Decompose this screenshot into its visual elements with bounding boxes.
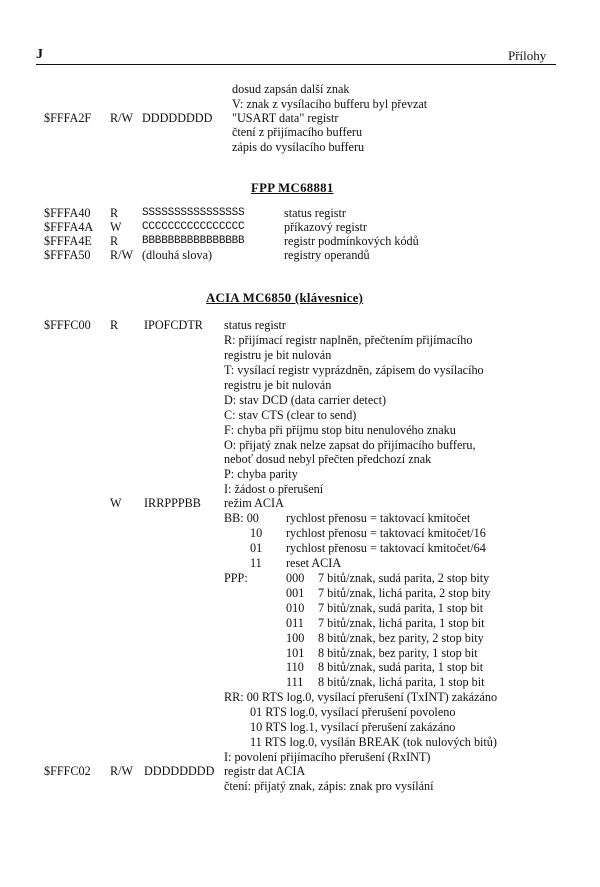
acia-status-line: registru je bit nulován	[224, 378, 332, 392]
acia-status-line: I: žádost o přerušení	[224, 482, 324, 496]
usart-line-2: V: znak z vysílacího bufferu byl převzat	[232, 97, 428, 111]
bb-code: BB: 00	[224, 511, 259, 525]
bb-code: 10	[250, 526, 263, 540]
acia-status-desc: status registr	[224, 318, 286, 332]
appendix-letter: J	[36, 47, 43, 62]
acia-status-line: T: vysílací registr vyprázdněn, zápisem do vysílacího	[224, 363, 484, 377]
ppp-text: 7 bitů/znak, sudá parita, 1 stop bit	[318, 601, 484, 615]
acia-control-rw: W	[110, 496, 122, 510]
acia-status-line: O: přijatý znak nelze zapsat do přijímacího bufferu,	[224, 438, 476, 452]
acia-heading: ACIA MC6850 (klávesnice)	[206, 291, 364, 305]
ppp-code: 111	[286, 675, 304, 689]
fpp-addr: $FFFA4A	[44, 220, 94, 234]
irq-line: I: povolení přijímacího přerušení (RxINT)	[224, 750, 431, 764]
fpp-desc: status registr	[284, 206, 346, 220]
ppp-code: 001	[286, 586, 305, 600]
usart-desc: "USART data" registr	[232, 111, 339, 125]
fpp-desc: registr podmínkových kódů	[284, 234, 419, 248]
acia-status-line: D: stav DCD (data carrier detect)	[224, 393, 387, 407]
rr-line: 01 RTS log.0, vysílací přerušení povoleno	[250, 705, 456, 719]
bb-text: rychlost přenosu = taktovací kmitočet	[286, 511, 471, 525]
acia-status-line: neboť dosud nebyl přečten předchozí znak	[224, 452, 432, 466]
usart-addr: $FFFA2F	[44, 111, 92, 125]
usart-bits: DDDDDDDD	[142, 111, 213, 125]
bb-text: rychlost přenosu = taktovací kmitočet/16	[286, 526, 486, 540]
acia-status-line: registru je bit nulován	[224, 348, 332, 362]
acia-control-desc: režim ACIA	[224, 496, 284, 510]
fpp-bits: BBBBBBBBBBBBBBBB	[142, 235, 245, 247]
header-rule	[36, 64, 556, 65]
fpp-addr: $FFFA4E	[44, 234, 92, 248]
ppp-code: 101	[286, 646, 305, 660]
fpp-rw: R	[110, 234, 119, 248]
ppp-code: 110	[286, 660, 304, 674]
usart-line-3: čtení z přijímacího bufferu	[232, 125, 363, 139]
bb-code: 11	[250, 556, 262, 570]
acia-data-addr: $FFFC02	[44, 764, 91, 778]
fpp-desc: registry operandů	[284, 248, 370, 262]
acia-data-line: čtení: přijatý znak, zápis: znak pro vysílání	[224, 779, 434, 793]
fpp-bits: CCCCCCCCCCCCCCCC	[142, 221, 245, 233]
rr-line: 10 RTS log.1, vysílací přerušení zakázáno	[250, 720, 456, 734]
acia-status-addr: $FFFC00	[44, 318, 91, 332]
section-title: Přílohy	[508, 48, 547, 63]
fpp-addr: $FFFA50	[44, 248, 91, 262]
acia-status-rw: R	[110, 318, 119, 332]
acia-data-bits: DDDDDDDD	[144, 764, 215, 778]
usart-line-4: zápis do vysílacího bufferu	[232, 140, 365, 154]
acia-status-line: P: chyba parity	[224, 467, 298, 481]
acia-control-bits: IRRPPPBB	[144, 496, 201, 510]
ppp-text: 8 bitů/znak, sudá parita, 1 stop bit	[318, 660, 484, 674]
bb-text: reset ACIA	[286, 556, 342, 570]
fpp-bits: (dlouhá slova)	[142, 248, 213, 262]
ppp-text: 8 bitů/znak, lichá parita, 1 stop bit	[318, 675, 485, 689]
ppp-text: 7 bitů/znak, lichá parita, 2 stop bity	[318, 586, 491, 600]
bb-code: 01	[250, 541, 263, 555]
acia-status-line: R: přijímací registr naplněn, přečtením přijímacího	[224, 333, 473, 347]
fpp-heading: FPP MC68881	[251, 181, 334, 195]
fpp-rw: R/W	[110, 248, 134, 262]
acia-data-desc: registr dat ACIA	[224, 764, 306, 778]
fpp-rw: W	[110, 220, 122, 234]
fpp-desc: příkazový registr	[284, 220, 367, 234]
bb-text: rychlost přenosu = taktovací kmitočet/64	[286, 541, 486, 555]
ppp-code: 010	[286, 601, 305, 615]
fpp-rw: R	[110, 206, 119, 220]
acia-data-rw: R/W	[110, 764, 134, 778]
ppp-text: 8 bitů/znak, bez parity, 1 stop bit	[318, 646, 478, 660]
acia-status-line: C: stav CTS (clear to send)	[224, 408, 357, 422]
ppp-text: 8 bitů/znak, bez parity, 2 stop bity	[318, 631, 484, 645]
ppp-code: 000	[286, 571, 305, 585]
fpp-addr: $FFFA40	[44, 206, 91, 220]
rr-line: RR: 00 RTS log.0, vysílací přerušení (TxINT) zakázáno	[224, 690, 498, 704]
usart-line-1: dosud zapsán další znak	[232, 82, 350, 96]
ppp-label: PPP:	[224, 571, 248, 585]
fpp-bits: SSSSSSSSSSSSSSSS	[142, 207, 245, 219]
rr-line: 11 RTS log.0, vysílán BREAK (tok nulových bitů)	[250, 735, 497, 749]
ppp-text: 7 bitů/znak, sudá parita, 2 stop bity	[318, 571, 490, 585]
ppp-code: 011	[286, 616, 304, 630]
acia-status-line: F: chyba při příjmu stop bitu nenulového znaku	[224, 423, 456, 437]
acia-status-bits: IPOFCDTR	[144, 318, 203, 332]
ppp-code: 100	[286, 631, 305, 645]
usart-rw: R/W	[110, 111, 134, 125]
ppp-text: 7 bitů/znak, lichá parita, 1 stop bit	[318, 616, 485, 630]
